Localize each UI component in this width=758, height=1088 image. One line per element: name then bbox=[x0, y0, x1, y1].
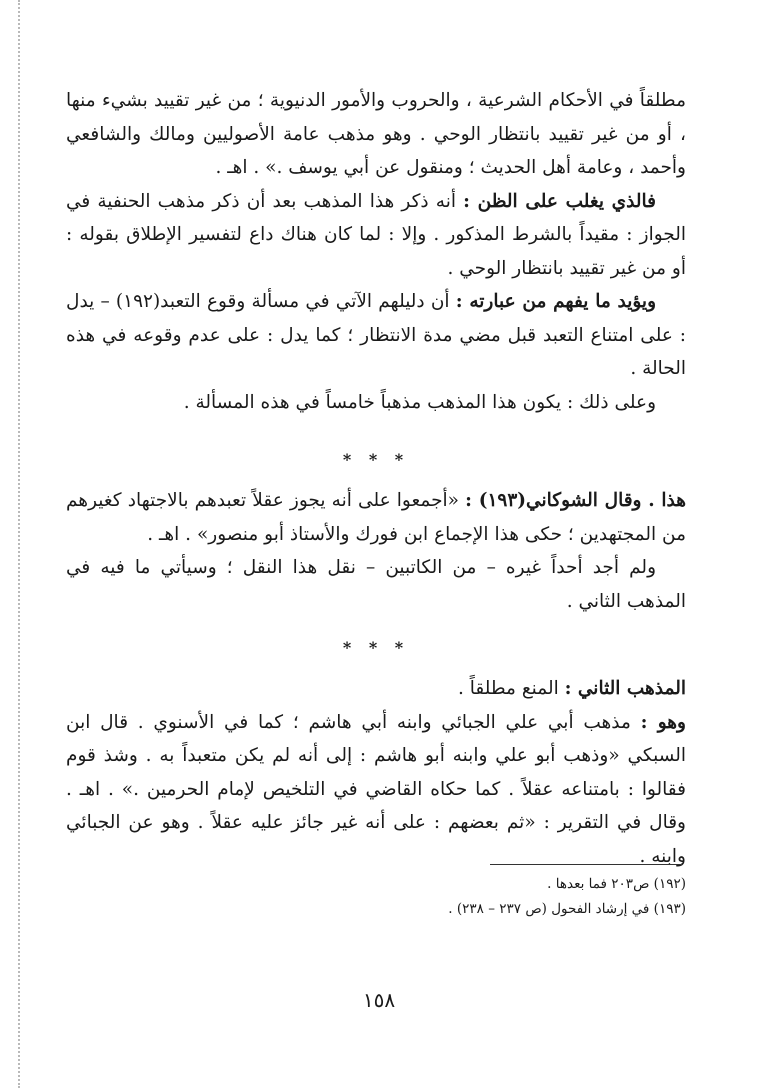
paragraph-5-text: «أجمعوا على أنه يجوز عقلاً تعبدهم بالاجتهاد كغيرهم من المجتهدين ؛ حكى هذا الإجماع ابن فورك والأستاذ أبو منصور» . اهـ . bbox=[66, 490, 686, 545]
paragraph-group-1 bbox=[66, 84, 686, 419]
paragraph-6: ولم أجد أحداً غيره – من الكاتبين – نقل هذا النقل ؛ وسيأتي ما فيه في المذهب الثاني . bbox=[66, 557, 686, 612]
paragraph-8 bbox=[66, 706, 686, 874]
paragraph-8-lead: وهو : bbox=[640, 711, 686, 733]
paragraph-8-text: مذهب أبي علي الجبائي وابنه أبي هاشم ؛ كما في الأسنوي . قال ابن السبكي «وذهب أبو علي وابنه أبو هاشم : إلى أنه لم يكن متعبداً به . وشذ قوم فقالوا : بامتناعه عقلاً . كما حكاه القاضي في التلخيص لإمام الحرمين .» . اهـ . وقال في التقرير : «ثم بعضهم : على أنه غير جائز عليه عقلاً . وهو عن الجبائي وابنه . bbox=[66, 711, 686, 867]
paragraph-2 bbox=[66, 185, 686, 286]
paragraph-group-2 bbox=[66, 484, 686, 618]
paragraph-7-lead: المذهب الثاني : bbox=[564, 678, 686, 699]
paragraph-5-lead: هذا . وقال الشوكاني(١٩٣) : bbox=[465, 490, 686, 511]
footnote-193: (١٩٣) في إرشاد الفحول (ص ٢٣٧ – ٢٣٨) . bbox=[448, 901, 686, 917]
paragraph-4: وعلى ذلك : يكون هذا المذهب مذهباً خامساً في هذه المسألة . bbox=[183, 391, 656, 413]
paragraph-group-3 bbox=[66, 672, 686, 873]
paragraph-2-lead: فالذي يغلب على الظن : bbox=[463, 190, 656, 212]
footnote-rule bbox=[490, 864, 682, 865]
paragraph-1: مطلقاً في الأحكام الشرعية ، والحروب والأمور الدنيوية ؛ من غير تقييد بشيء منها ، أو من غير تقييد بانتظار الوحي . وهو مذهب عامة الأصوليين ومالك والشافعي وأحمد ، وعامة أهل الحديث ؛ ومنقول عن أبي يوسف .» . اهـ . bbox=[66, 90, 686, 178]
binding-dotted-line bbox=[18, 0, 20, 1088]
footnotes bbox=[66, 872, 686, 922]
footnote-192: (١٩٢) ص٢٠٣ فما بعدها . bbox=[547, 876, 686, 892]
paragraph-5 bbox=[66, 484, 686, 551]
paragraph-3-lead: ويؤيد ما يفهم من عبارته : bbox=[455, 291, 656, 312]
paragraph-2-text: أنه ذكر هذا المذهب بعد أن ذكر مذهب الحنفية في الجواز : مقيداً بالشرط المذكور . وإلا : لما كان هناك داع لتفسير الإطلاق بقوله : أو من غير تقييد بانتظار الوحي . bbox=[66, 190, 686, 279]
paragraph-7-text: المنع مطلقاً . bbox=[457, 678, 565, 699]
page-number: ١٥٨ bbox=[362, 988, 396, 1012]
section-separator-1: * * * bbox=[342, 450, 410, 469]
paragraph-3-text: أن دليلهم الآتي في مسألة وقوع التعبد(١٩٢) – يدل : على امتناع التعبد قبل مضي مدة الانتظار ؛ كما يدل : على عدم وقوعه في هذه الحالة . bbox=[66, 291, 686, 379]
section-separator-2: * * * bbox=[342, 638, 410, 657]
paragraph-3 bbox=[66, 285, 686, 386]
paragraph-7 bbox=[66, 672, 686, 706]
